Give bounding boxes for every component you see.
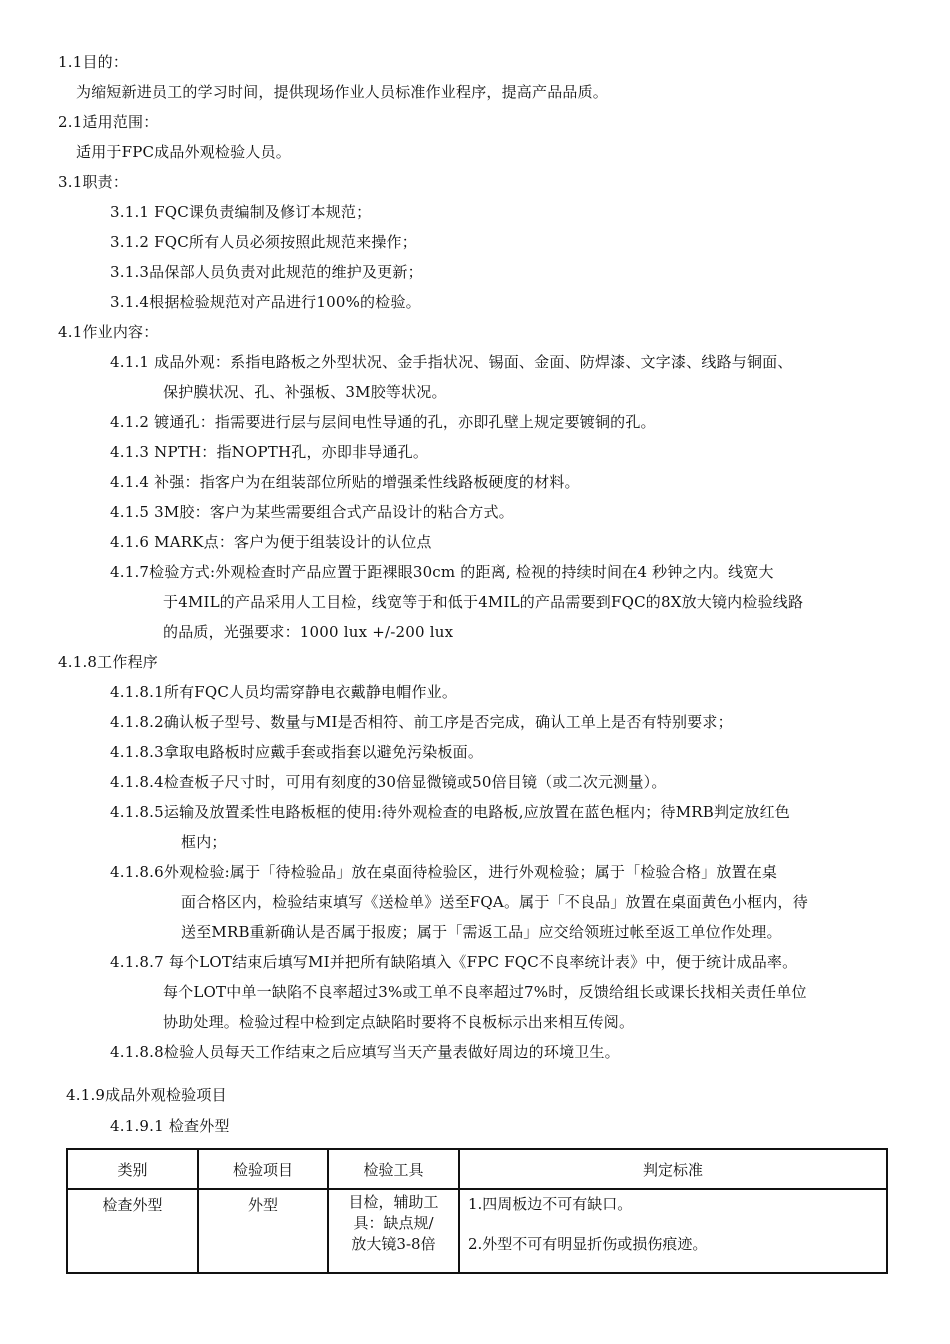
- definition-item: 4.1.2 镀通孔：指需要进行层与层间电性导通的孔，亦即孔壁上规定要镀铜的孔。: [110, 413, 656, 431]
- inspection-method-cont: 的品质，光强要求：1000 lux +/-200 lux: [163, 623, 454, 641]
- tool-line: 具：缺点规/: [353, 1214, 434, 1232]
- scope-text: 适用于FPC成品外观检验人员。: [76, 143, 291, 161]
- section-3-heading: 3.1职责：: [58, 173, 129, 191]
- duty-item: 3.1.2 FQC所有人员必须按照此规范来操作；: [110, 233, 417, 251]
- section-4-heading: 4.1作业内容：: [58, 323, 159, 341]
- definition-item: 4.1.1 成品外观：系指电路板之外型状况、金手指状况、锡面、金面、防焊漆、文字漆、线路与铜面、: [110, 353, 793, 371]
- header-criterion: 判定标准: [459, 1149, 887, 1189]
- criterion-2: 2.外型不可有明显折伤或损伤痕迹。: [468, 1235, 708, 1253]
- inspection-items-heading: 4.1.9成品外观检验项目: [66, 1086, 227, 1104]
- header-item: 检验项目: [198, 1149, 328, 1189]
- cell-tool: [328, 1189, 459, 1273]
- definition-item: 4.1.6 MARK点：客户为便于组装设计的认位点: [110, 533, 432, 551]
- procedure-item: 4.1.8.7 每个LOT结束后填写MI并把所有缺陷填入《FPC FQC不良率统计表》中，便于统计成品率。: [110, 953, 798, 971]
- header-tool: 检验工具: [328, 1149, 459, 1189]
- tool-line: 目检，辅助工: [348, 1193, 439, 1211]
- duty-item: 3.1.4根据检验规范对产品进行100%的检验。: [110, 293, 421, 311]
- procedure-item: 4.1.8.3拿取电路板时应戴手套或指套以避免污染板面。: [110, 743, 484, 761]
- inspection-table: [66, 1148, 888, 1274]
- duty-item: 3.1.1 FQC课负责编制及修订本规范；: [110, 203, 372, 221]
- procedure-item: 4.1.8.5运输及放置柔性电路板框的使用:待外观检查的电路板,应放置在蓝色框内；待MRB判定放红色: [110, 803, 790, 821]
- table-header-row: [67, 1149, 887, 1189]
- inspection-subheading: 4.1.9.1 检查外型: [110, 1117, 230, 1135]
- definition-item: 4.1.3 NPTH：指NOPTH孔，亦即非导通孔。: [110, 443, 429, 461]
- procedure-item: 4.1.8.4检查板子尺寸时，可用有刻度的30倍显微镜或50倍目镜（或二次元测量）。: [110, 773, 667, 791]
- section-1-heading: 1.1目的：: [58, 53, 129, 71]
- procedure-item: 4.1.8.2确认板子型号、数量与MI是否相符、前工序是否完成，确认工单上是否有特别要求；: [110, 713, 733, 731]
- table-row: [67, 1189, 887, 1273]
- cell-item: 外型: [198, 1189, 328, 1273]
- procedure-cont: 送至MRB重新确认是否属于报废；属于「需返工品」应交给领班过帐至返工单位作处理。: [181, 923, 782, 941]
- criterion-1: 1.四周板边不可有缺口。: [468, 1195, 633, 1213]
- procedure-heading: 4.1.8工作程序: [58, 653, 158, 671]
- procedure-cont: 框内；: [181, 833, 227, 851]
- procedure-cont: 面合格区内，检验结束填写《送检单》送至FQA。属于「不良品」放置在桌面黄色小框内，待: [181, 893, 808, 911]
- purpose-text: 为缩短新进员工的学习时间，提供现场作业人员标准作业程序，提高产品品质。: [76, 83, 609, 101]
- inspection-method-cont: 于4MIL的产品采用人工目检，线宽等于和低于4MIL的产品需要到FQC的8X放大镜内检验线路: [163, 593, 804, 611]
- cell-criterion: [459, 1189, 887, 1273]
- cell-category: 检查外型: [67, 1189, 198, 1273]
- header-category: 类别: [67, 1149, 198, 1189]
- definition-item: 4.1.5 3M胶：客户为某些需要组合式产品设计的粘合方式。: [110, 503, 514, 521]
- section-2-heading: 2.1适用范围：: [58, 113, 159, 131]
- inspection-method: 4.1.7检验方式:外观检查时产品应置于距裸眼30cm 的距离, 检视的持续时间在4 秒钟之内。线宽大: [110, 563, 774, 581]
- tool-line: 放大镜3-8倍: [351, 1235, 436, 1253]
- definition-item: 4.1.4 补强：指客户为在组装部位所贴的增强柔性线路板硬度的材料。: [110, 473, 580, 491]
- duty-item: 3.1.3品保部人员负责对此规范的维护及更新；: [110, 263, 423, 281]
- procedure-item: 4.1.8.8检验人员每天工作结束之后应填写当天产量表做好周边的环境卫生。: [110, 1043, 620, 1061]
- procedure-cont: 每个LOT中单一缺陷不良率超过3%或工单不良率超过7%时，反馈给组长或课长找相关责任单位: [163, 983, 807, 1001]
- procedure-item: 4.1.8.6外观检验:属于「待检验品」放在桌面待检验区，进行外观检验；属于「检验合格」放置在桌: [110, 863, 778, 881]
- procedure-cont: 协助处理。检验过程中检到定点缺陷时要将不良板标示出来相互传阅。: [163, 1013, 635, 1031]
- definition-cont: 保护膜状况、孔、补强板、3M胶等状况。: [163, 383, 447, 401]
- procedure-item: 4.1.8.1所有FQC人员均需穿静电衣戴静电帽作业。: [110, 683, 458, 701]
